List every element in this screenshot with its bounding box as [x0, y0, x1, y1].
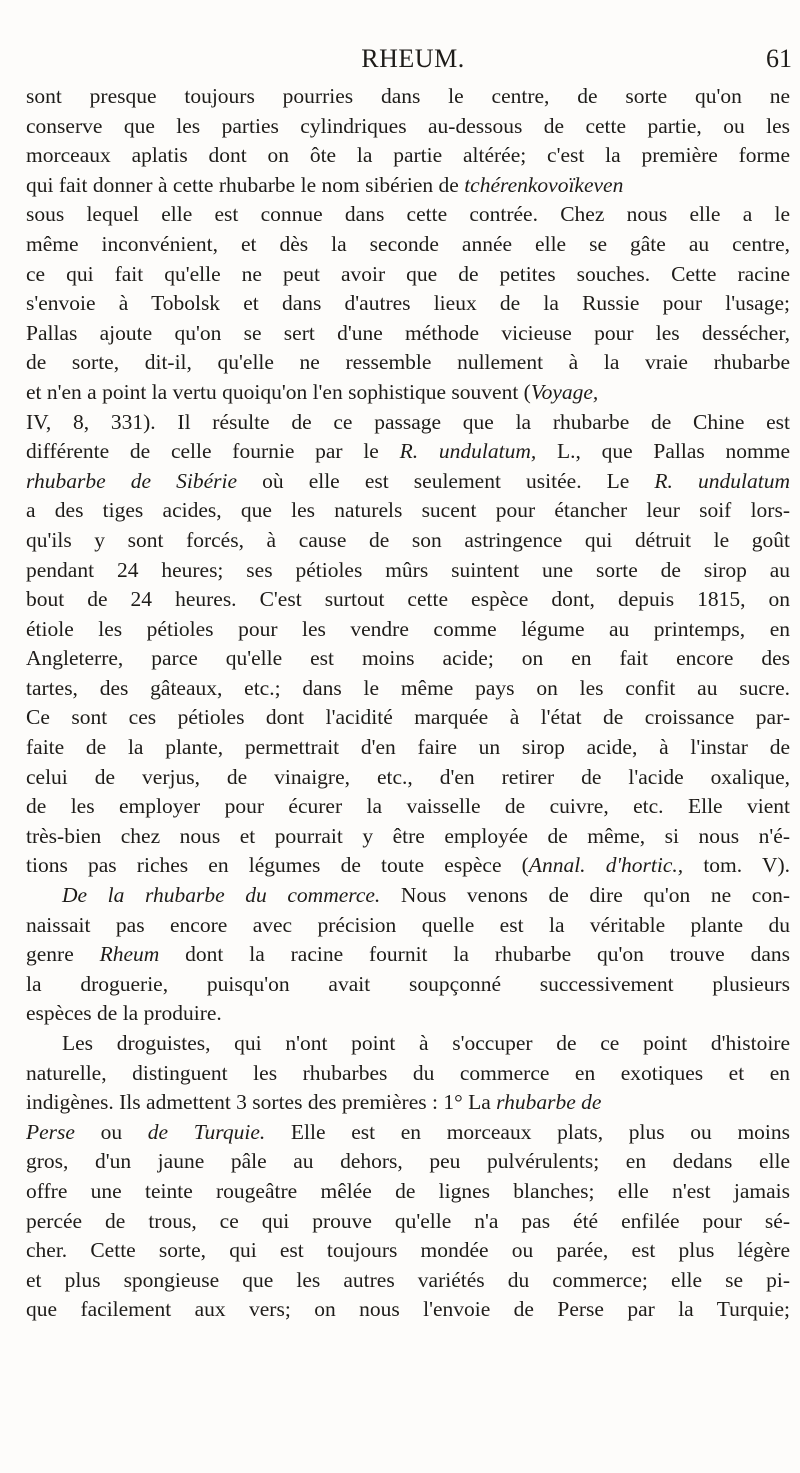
line-text: cher. Cette sorte, qui est toujours mondée ou parée, est plus légère: [26, 1238, 790, 1263]
text-line: [26, 171, 790, 201]
line-text: bout de 24 heures. C'est surtout cette espèce dont, depuis 1815, on: [26, 587, 790, 612]
text-line: [26, 703, 790, 733]
text-line: [26, 851, 790, 881]
line-text: qu'ils y sont forcés, à cause de son astringence qui détruit le goût: [26, 527, 790, 552]
line-text: celui de verjus, de vinaigre, etc., d'en retirer de l'acide oxalique,: [26, 764, 790, 789]
text-line: [26, 881, 790, 911]
text-line: [26, 200, 790, 230]
line-text: L., que Pallas nomme: [536, 439, 790, 464]
text-line: [26, 1236, 790, 1266]
text-line: [26, 1207, 790, 1237]
line-text: Ce sont ces pétioles dont l'acidité marquée à l'état de croissance par-: [26, 705, 790, 730]
line-text: naissait pas encore avec précision quelle est la véritable plante du: [26, 912, 790, 937]
text-line: [26, 467, 790, 497]
line-text: très-bien chez nous et pourrait y être employée de même, si nous n'é-: [26, 823, 790, 848]
line-text: percée de trous, ce qui prouve qu'elle n'a pas été enfilée pour sé-: [26, 1208, 790, 1233]
text-line: [26, 1177, 790, 1207]
body-text: [26, 82, 790, 1325]
line-text: espèces de la produire.: [26, 1001, 222, 1026]
running-head: RHEUM.: [361, 44, 465, 73]
page-header: [28, 44, 798, 82]
text-line: [26, 999, 790, 1029]
text-line: [26, 112, 790, 142]
line-text: Elle est en morceaux plats, plus ou moins: [265, 1119, 790, 1144]
line-text: a des tiges acides, que les naturels sucent pour étancher leur soif lors-: [26, 498, 790, 523]
text-line: [26, 230, 790, 260]
text-line: [26, 378, 790, 408]
line-text: et n'en a point la vertu quoiqu'on l'en sophistique souvent (: [26, 379, 531, 404]
line-text: naturelle, distinguent les rhubarbes du commerce en exotiques et en: [26, 1060, 790, 1085]
text-line: [26, 585, 790, 615]
text-line: [26, 526, 790, 556]
text-line: [26, 260, 790, 290]
italic-text: Perse: [26, 1119, 75, 1144]
line-text: IV, 8, 331). Il résulte de ce passage que la rhubarbe de Chine est: [26, 409, 790, 434]
line-text: sont presque toujours pourries dans le centre, de sorte qu'on ne: [26, 84, 790, 108]
line-text: ce qui fait qu'elle ne peut avoir que de petites souches. Cette racine: [26, 261, 790, 286]
text-line: [26, 319, 790, 349]
line-text: où elle est seulement usitée. Le: [237, 468, 655, 493]
text-line: [26, 1266, 790, 1296]
italic-text: Annal. d'hortic.,: [528, 853, 684, 878]
line-text: Angleterre, parce qu'elle est moins acide; on en fait encore des: [26, 646, 790, 671]
italic-text: Voyage,: [530, 379, 599, 404]
page-number: 61: [766, 44, 792, 73]
text-line: [26, 763, 790, 793]
text-line: [26, 1118, 790, 1148]
line-text: différente de celle fournie par le: [26, 439, 400, 464]
line-text: conserve que les parties cylindriques au-dessous de cette partie, ou les: [26, 113, 790, 138]
line-text: s'envoie à Tobolsk et dans d'autres lieux de la Russie pour l'usage;: [26, 291, 790, 316]
text-line: [26, 644, 790, 674]
line-text: la droguerie, puisqu'on avait soupçonné successivement plusieurs: [26, 971, 790, 996]
text-line: [26, 1059, 790, 1089]
text-line: [26, 1295, 790, 1325]
text-line: [26, 911, 790, 941]
italic-text: tchérenkovoïkeven: [464, 172, 624, 197]
line-text: que facilement aux vers; on nous l'envoie de Perse par la Turquie;: [26, 1297, 790, 1322]
italic-text: R. undulatum,: [399, 439, 537, 464]
text-line: [26, 408, 790, 438]
text-line: [26, 792, 790, 822]
line-text: gros, d'un jaune pâle au dehors, peu pulvérulents; en dedans elle: [26, 1149, 790, 1174]
line-text: offre une teinte rougeâtre mêlée de lignes blanches; elle n'est jamais: [26, 1178, 790, 1203]
text-line: [26, 289, 790, 319]
italic-text: rhubarbe de: [496, 1090, 602, 1115]
text-line: [26, 674, 790, 704]
line-text: de sorte, dit-il, qu'elle ne ressemble nullement à la vraie rhubarbe: [26, 350, 790, 375]
line-text: faite de la plante, permettrait d'en faire un sirop acide, à l'instar de: [26, 735, 790, 760]
line-text: dont la racine fournit la rhubarbe qu'on trouve dans: [159, 942, 790, 967]
italic-text: rhubarbe de Sibérie: [26, 468, 238, 493]
line-text: tions pas riches en légumes de toute espèce (: [26, 853, 529, 878]
line-text: genre: [26, 942, 100, 967]
italic-text: R. undulatum: [654, 468, 790, 493]
text-line: [26, 82, 790, 112]
text-line: [26, 1147, 790, 1177]
text-line: [26, 940, 790, 970]
line-text: indigènes. Ils admettent 3 sortes des premières : 1° La: [26, 1090, 497, 1115]
text-line: [26, 822, 790, 852]
line-text: Nous venons de dire qu'on ne con-: [380, 883, 790, 908]
line-text: Les droguistes, qui n'ont point à s'occuper de ce point d'histoire: [62, 1031, 790, 1055]
line-text: qui fait donner à cette rhubarbe le nom sibérien de: [26, 172, 465, 197]
italic-text: Rheum: [99, 942, 160, 967]
line-text: tartes, des gâteaux, etc.; dans le même pays on les confit au sucre.: [26, 675, 790, 700]
text-line: [26, 615, 790, 645]
text-line: [26, 348, 790, 378]
line-text: sous lequel elle est connue dans cette contrée. Chez nous elle a le: [26, 202, 790, 227]
line-text: ou: [74, 1119, 148, 1144]
text-line: [26, 437, 790, 467]
line-text: morceaux aplatis dont on ôte la partie altérée; c'est la première forme: [26, 143, 790, 168]
text-line: [26, 556, 790, 586]
text-line: [26, 496, 790, 526]
line-text: étiole les pétioles pour les vendre comme légume au printemps, en: [26, 616, 790, 641]
italic-text: de Turquie.: [147, 1119, 266, 1144]
text-line: [26, 1029, 790, 1059]
line-text: et plus spongieuse que les autres variétés du commerce; elle se pi-: [26, 1267, 790, 1292]
line-text: Pallas ajoute qu'on se sert d'une méthode vicieuse pour les dessécher,: [26, 320, 790, 345]
italic-text: De la rhubarbe du commerce.: [62, 883, 381, 908]
line-text: même inconvénient, et dès la seconde année elle se gâte au centre,: [26, 231, 790, 256]
line-text: tom. V).: [683, 853, 790, 878]
text-line: [26, 1088, 790, 1118]
text-line: [26, 141, 790, 171]
line-text: pendant 24 heures; ses pétioles mûrs suintent une sorte de sirop au: [26, 557, 790, 582]
line-text: de les employer pour écurer la vaisselle de cuivre, etc. Elle vient: [26, 794, 790, 819]
text-line: [26, 733, 790, 763]
text-line: [26, 970, 790, 1000]
